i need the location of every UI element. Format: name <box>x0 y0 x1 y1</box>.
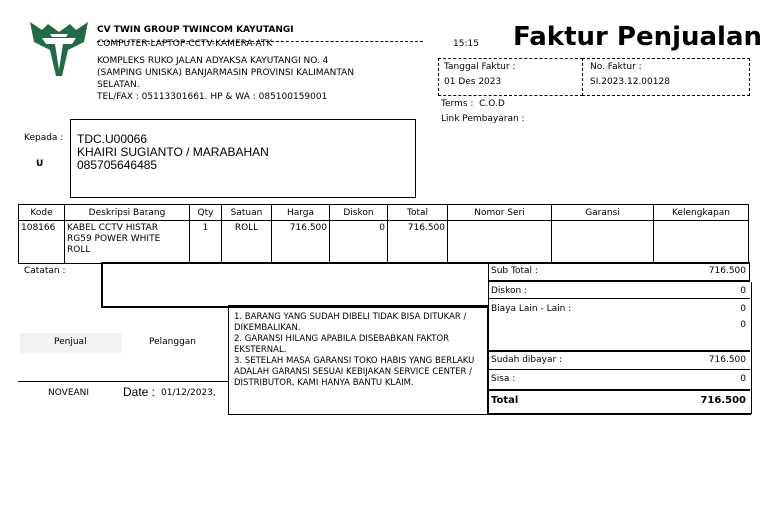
dibayar-value: 716.500 <box>708 355 746 365</box>
cell-harga: 716.500 <box>272 221 330 264</box>
column-header-garansi: Garansi <box>552 205 654 221</box>
dibayar-label: Sudah dibayar : <box>491 355 563 365</box>
column-header-kelengkapan: Kelengkapan <box>654 205 749 221</box>
cell-nomor-seri <box>448 221 552 264</box>
terms-line4: EKSTERNAL. <box>234 345 287 355</box>
company-address-line2: (SAMPING UNISKA) BANJARMASIN PROVINSI KALIMANTAN <box>97 68 355 78</box>
cell-deskripsi-line2: RG59 POWER WHITE <box>67 234 161 244</box>
diskon-label: Diskon : <box>491 286 528 296</box>
column-header-diskon: Diskon <box>330 205 388 221</box>
summary-divider-3 <box>488 369 750 370</box>
customer-label: Kepada : <box>24 133 64 143</box>
company-tagline: COMPUTER-LAPTOP-CCTV-KAMERA-ATK <box>97 39 273 49</box>
company-name: CV TWIN GROUP TWINCOM KAYUTANGI <box>97 25 294 35</box>
cell-garansi <box>552 221 654 264</box>
invoice-terms: Terms : C.O.D <box>441 99 505 109</box>
column-header-deskripsi: Deskripsi Barang <box>65 205 190 221</box>
sisa-label: Sisa : <box>491 374 516 384</box>
terms-line5: 3. SETELAH MASA GARANSI TOKO HABIS YANG BERLAKU <box>234 356 475 366</box>
items-table <box>18 204 749 264</box>
invoice-payment-link: Link Pembayaran : <box>441 114 525 124</box>
signature-date-value: 01/12/2023, <box>161 388 216 398</box>
sisa-value: 0 <box>740 374 746 384</box>
buyer-label: Pelanggan <box>149 337 197 347</box>
invoice-time: 15:15 <box>453 39 479 49</box>
signature-date-label: Date : <box>123 385 156 399</box>
cell-satuan: ROLL <box>222 221 272 264</box>
invoice-number-value: SI.2023.12.00128 <box>590 77 670 87</box>
column-header-nomor-seri: Nomor Seri <box>448 205 552 221</box>
cell-deskripsi-line3: ROLL <box>67 245 91 255</box>
invoice-title: Faktur Penjualan <box>513 22 763 52</box>
signature-line <box>18 381 228 382</box>
customer-phone: 085705646485 <box>77 158 158 172</box>
biaya-label: Biaya Lain - Lain : <box>491 304 572 314</box>
header-divider <box>97 41 423 42</box>
cell-deskripsi-line1: KABEL CCTV HISTAR <box>67 223 159 233</box>
biaya-value-2: 0 <box>740 320 746 330</box>
biaya-value: 0 <box>740 304 746 314</box>
company-contact: TEL/FAX : 05113301661. HP & WA : 085100159001 <box>97 92 328 102</box>
summary-divider-1 <box>488 298 750 299</box>
column-header-qty: Qty <box>190 205 222 221</box>
cell-diskon: 0 <box>330 221 388 264</box>
twin-group-logo-icon <box>28 20 90 78</box>
customer-code: TDC.U00066 <box>77 132 148 146</box>
table-header-row <box>19 205 749 221</box>
cell-total: 716.500 <box>388 221 448 264</box>
invoice-date-value: 01 Des 2023 <box>444 77 502 87</box>
subtotal-value: 716.500 <box>708 266 746 276</box>
customer-marker: U <box>36 159 44 169</box>
terms-line6: ADALAH GARANSI SESUAI KEBIJAKAN SERVICE CENTER / <box>234 367 472 377</box>
company-address-line1: KOMPLEKS RUKO JALAN ADYAKSA KAYUTANGI NO. 4 <box>97 56 329 66</box>
seller-label: Penjual <box>54 337 87 347</box>
total-value: 716.500 <box>700 395 746 406</box>
cell-kelengkapan <box>654 221 749 264</box>
summary-divider-2 <box>488 350 750 352</box>
invoice-number-label: No. Faktur : <box>590 62 642 72</box>
cell-deskripsi <box>65 221 190 264</box>
seller-name: NOVEANI <box>48 388 90 398</box>
terms-line2: DIKEMBALIKAN. <box>234 323 301 333</box>
cell-kode: 108166 <box>19 221 65 264</box>
table-row <box>19 221 749 264</box>
diskon-value: 0 <box>740 286 746 296</box>
summary-divider-5 <box>488 413 751 415</box>
summary-divider-4 <box>488 389 750 391</box>
column-header-harga: Harga <box>272 205 330 221</box>
customer-name: KHAIRI SUGIANTO / MARABAHAN <box>77 145 269 159</box>
column-header-kode: Kode <box>19 205 65 221</box>
subtotal-label: Sub Total : <box>491 266 538 276</box>
total-label: Total <box>491 395 519 406</box>
company-address-line3: SELATAN. <box>97 80 140 90</box>
invoice-date-label: Tanggal Faktur : <box>444 62 516 72</box>
notes-label: Catatan : <box>24 266 66 276</box>
terms-line7: DISTRIBUTOR, KAMI HANYA BANTU KLAIM. <box>234 378 414 388</box>
terms-line1: 1. BARANG YANG SUDAH DIBELI TIDAK BISA DITUKAR / <box>234 312 467 322</box>
notes-box <box>101 262 489 308</box>
cell-qty: 1 <box>190 221 222 264</box>
terms-line3: 2. GARANSI HILANG APABILA DISEBABKAN FAKTOR <box>234 334 450 344</box>
column-header-satuan: Satuan <box>222 205 272 221</box>
column-header-total: Total <box>388 205 448 221</box>
